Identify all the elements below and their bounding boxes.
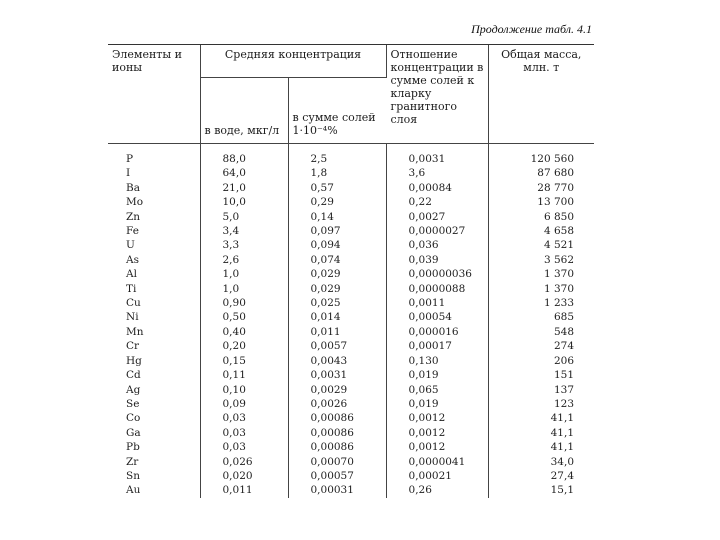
total-mass-cell: 274 [553, 340, 575, 353]
element-cell: Zn [108, 210, 200, 224]
table-row [108, 440, 594, 454]
table-row [108, 166, 594, 180]
ratio-cell: 0,000016 [386, 325, 488, 339]
water-concentration-cell: 0,10 [200, 383, 288, 397]
ratio-cell: 0,00084 [386, 181, 488, 195]
total-mass-cell: 41,1 [550, 441, 575, 454]
element-cell: Mo [108, 195, 200, 209]
element-cell: Al [108, 267, 200, 281]
total-mass-cell: 123 [553, 397, 575, 410]
total-mass-cell: 6 850 [543, 210, 575, 223]
water-concentration-cell: 0,09 [200, 397, 288, 411]
ratio-cell: 0,039 [386, 253, 488, 267]
salts-concentration-cell: 1,8 [288, 166, 386, 180]
element-cell: Ga [108, 426, 200, 440]
total-mass-cell: 34,0 [550, 455, 575, 468]
salts-concentration-cell: 0,025 [288, 296, 386, 310]
water-concentration-cell: 64,0 [200, 166, 288, 180]
ratio-cell: 0,0000041 [386, 455, 488, 469]
ratio-cell: 0,26 [386, 483, 488, 497]
ratio-cell: 0,019 [386, 368, 488, 382]
water-concentration-cell: 0,03 [200, 426, 288, 440]
total-mass-cell: 15,1 [550, 484, 575, 497]
salts-concentration-cell: 0,029 [288, 282, 386, 296]
table-caption: Продолжение табл. 4.1 [471, 22, 592, 36]
ratio-cell: 0,0027 [386, 210, 488, 224]
element-cell: Ni [108, 310, 200, 324]
water-concentration-cell: 1,0 [200, 282, 288, 296]
total-mass-cell: 3 562 [543, 253, 575, 266]
table-row [108, 426, 594, 440]
total-mass-cell: 548 [553, 325, 575, 338]
header-elements: Элементы и ионы [108, 45, 200, 144]
table-row [108, 238, 594, 252]
table-row [108, 181, 594, 195]
element-cell: Au [108, 483, 200, 497]
ratio-cell: 0,0011 [386, 296, 488, 310]
ratio-cell: 0,0031 [386, 144, 488, 167]
element-cell: Co [108, 411, 200, 425]
header-total-mass: Общая масса, млн. т [488, 45, 594, 144]
water-concentration-cell: 5,0 [200, 210, 288, 224]
water-concentration-cell: 3,3 [200, 238, 288, 252]
total-mass-cell: 13 700 [537, 196, 575, 209]
total-mass-cell: 1 370 [543, 282, 575, 295]
table-row [108, 469, 594, 483]
header-ratio: Отношение концентрации в сумме солей к кларку гранитного слоя [386, 45, 488, 144]
salts-concentration-cell: 0,00086 [288, 440, 386, 454]
total-mass-cell: 87 680 [537, 167, 575, 180]
water-concentration-cell: 0,11 [200, 368, 288, 382]
water-concentration-cell: 10,0 [200, 195, 288, 209]
table-row [108, 368, 594, 382]
total-mass-cell: 151 [553, 369, 575, 382]
table-row [108, 144, 594, 167]
ratio-cell: 0,019 [386, 397, 488, 411]
water-concentration-cell: 0,020 [200, 469, 288, 483]
ratio-cell: 0,22 [386, 195, 488, 209]
salts-concentration-cell: 0,097 [288, 224, 386, 238]
table-body [108, 144, 594, 498]
element-cell: U [108, 238, 200, 252]
element-concentration-table [108, 45, 594, 498]
total-mass-cell: 137 [553, 383, 575, 396]
total-mass-cell: 685 [553, 311, 575, 324]
salts-concentration-cell: 2,5 [288, 144, 386, 167]
salts-concentration-cell: 0,014 [288, 310, 386, 324]
water-concentration-cell: 3,4 [200, 224, 288, 238]
table-row [108, 325, 594, 339]
table-row [108, 383, 594, 397]
ratio-cell: 0,036 [386, 238, 488, 252]
header-in-salts: в сумме солей 1·10⁻⁴% [288, 78, 386, 144]
header-avg-concentration: Средняя концентрация [200, 45, 386, 78]
header-in-water: в воде, мкг/л [200, 78, 288, 144]
table-row [108, 411, 594, 425]
table-row [108, 455, 594, 469]
element-cell: Zr [108, 455, 200, 469]
table-row [108, 483, 594, 497]
salts-concentration-cell: 0,011 [288, 325, 386, 339]
element-cell: Ba [108, 181, 200, 195]
salts-concentration-cell: 0,14 [288, 210, 386, 224]
ratio-cell: 0,00000036 [386, 267, 488, 281]
total-mass-cell: 41,1 [550, 426, 575, 439]
salts-concentration-cell: 0,29 [288, 195, 386, 209]
salts-concentration-cell: 0,029 [288, 267, 386, 281]
ratio-cell: 0,0012 [386, 440, 488, 454]
salts-concentration-cell: 0,094 [288, 238, 386, 252]
element-cell: I [108, 166, 200, 180]
total-mass-cell: 41,1 [550, 412, 575, 425]
element-cell: Ti [108, 282, 200, 296]
ratio-cell: 0,00054 [386, 310, 488, 324]
salts-concentration-cell: 0,074 [288, 253, 386, 267]
element-cell: Pb [108, 440, 200, 454]
table-row [108, 339, 594, 353]
table-row [108, 267, 594, 281]
total-mass-cell: 120 560 [530, 153, 575, 165]
element-cell: Se [108, 397, 200, 411]
salts-concentration-cell: 0,57 [288, 181, 386, 195]
element-cell: Sn [108, 469, 200, 483]
table-row [108, 195, 594, 209]
water-concentration-cell: 0,026 [200, 455, 288, 469]
water-concentration-cell: 0,90 [200, 296, 288, 310]
element-cell: Ag [108, 383, 200, 397]
water-concentration-cell: 0,03 [200, 411, 288, 425]
water-concentration-cell: 0,15 [200, 354, 288, 368]
salts-concentration-cell: 0,00086 [288, 411, 386, 425]
water-concentration-cell: 0,50 [200, 310, 288, 324]
water-concentration-cell: 2,6 [200, 253, 288, 267]
salts-concentration-cell: 0,0026 [288, 397, 386, 411]
salts-concentration-cell: 0,00070 [288, 455, 386, 469]
water-concentration-cell: 0,40 [200, 325, 288, 339]
table-row [108, 224, 594, 238]
water-concentration-cell: 0,20 [200, 339, 288, 353]
ratio-cell: 0,00021 [386, 469, 488, 483]
total-mass-cell: 4 658 [543, 225, 575, 238]
ratio-cell: 0,0000088 [386, 282, 488, 296]
water-concentration-cell: 88,0 [200, 144, 288, 167]
salts-concentration-cell: 0,00057 [288, 469, 386, 483]
table-row [108, 354, 594, 368]
element-cell: As [108, 253, 200, 267]
element-cell: Hg [108, 354, 200, 368]
table-row [108, 282, 594, 296]
water-concentration-cell: 1,0 [200, 267, 288, 281]
ratio-cell: 0,00017 [386, 339, 488, 353]
element-cell: Cr [108, 339, 200, 353]
table-container [108, 44, 594, 515]
salts-concentration-cell: 0,0031 [288, 368, 386, 382]
ratio-cell: 0,0000027 [386, 224, 488, 238]
total-mass-cell: 28 770 [537, 181, 575, 194]
total-mass-cell: 27,4 [550, 469, 575, 482]
element-cell: P [108, 144, 200, 167]
ratio-cell: 0,0012 [386, 426, 488, 440]
element-cell: Cu [108, 296, 200, 310]
table-row [108, 253, 594, 267]
salts-concentration-cell: 0,0043 [288, 354, 386, 368]
ratio-cell: 3,6 [386, 166, 488, 180]
total-mass-cell: 1 370 [543, 268, 575, 281]
ratio-cell: 0,0012 [386, 411, 488, 425]
water-concentration-cell: 0,03 [200, 440, 288, 454]
salts-concentration-cell: 0,00031 [288, 483, 386, 497]
total-mass-cell: 4 521 [543, 239, 575, 252]
salts-concentration-cell: 0,0057 [288, 339, 386, 353]
table-row [108, 310, 594, 324]
total-mass-cell: 1 233 [543, 297, 575, 310]
element-cell: Cd [108, 368, 200, 382]
water-concentration-cell: 0,011 [200, 483, 288, 497]
ratio-cell: 0,065 [386, 383, 488, 397]
table-row [108, 397, 594, 411]
table-row [108, 210, 594, 224]
table-row [108, 296, 594, 310]
element-cell: Mn [108, 325, 200, 339]
salts-concentration-cell: 0,00086 [288, 426, 386, 440]
salts-concentration-cell: 0,0029 [288, 383, 386, 397]
ratio-cell: 0,130 [386, 354, 488, 368]
total-mass-cell: 206 [553, 354, 575, 367]
element-cell: Fe [108, 224, 200, 238]
water-concentration-cell: 21,0 [200, 181, 288, 195]
